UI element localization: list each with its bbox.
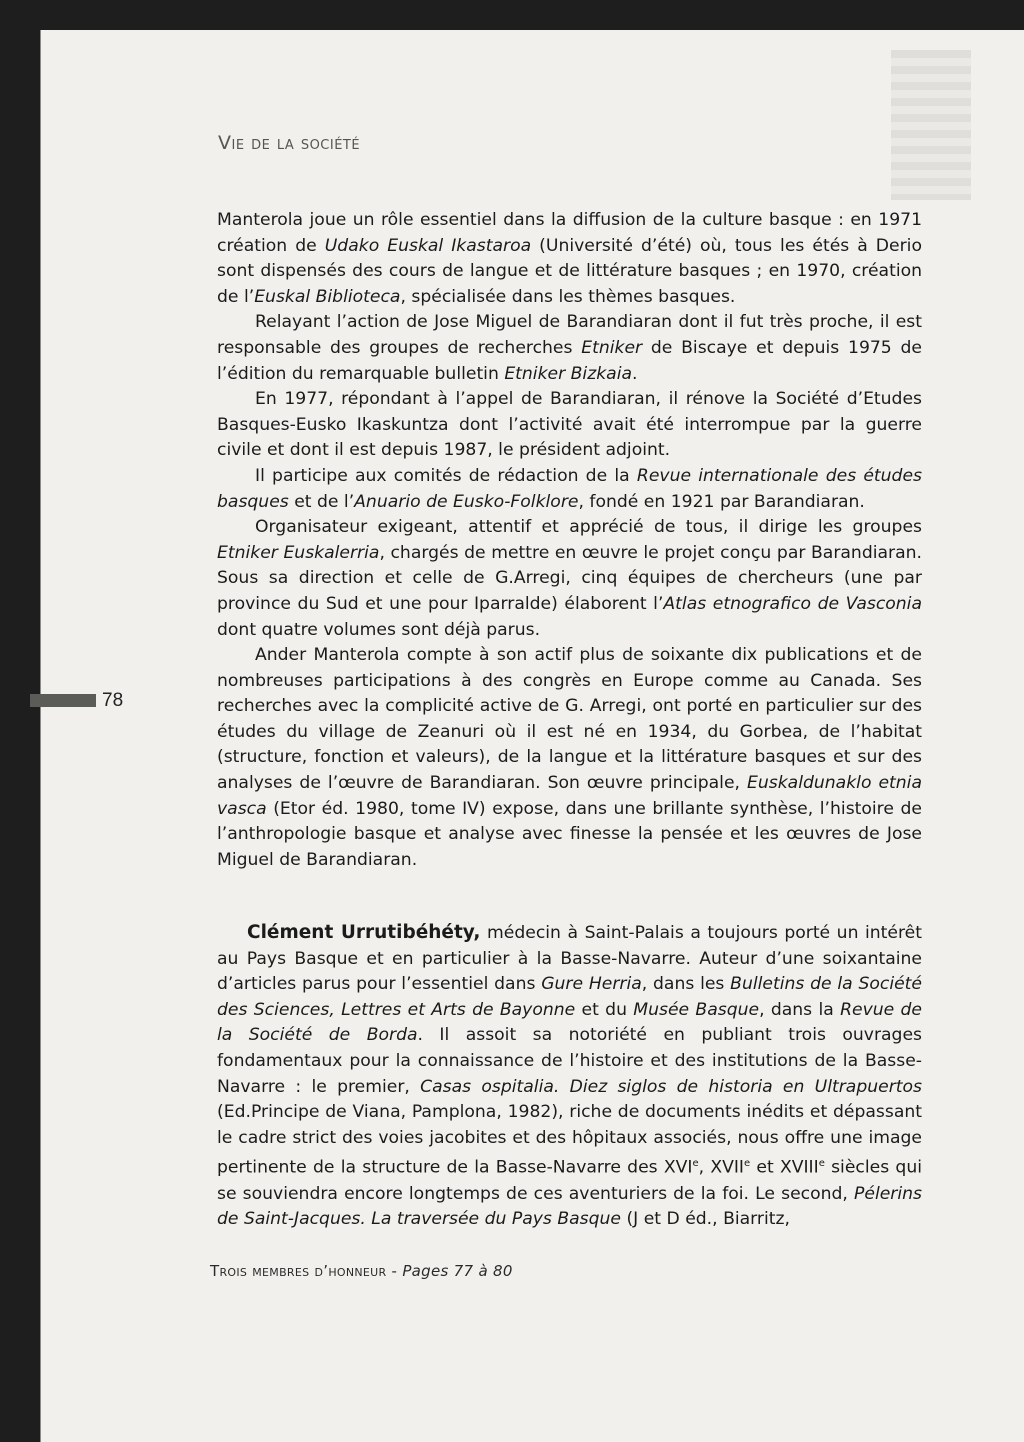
- text-run: , dans les: [641, 974, 731, 995]
- urrutibehety-section: [217, 920, 922, 1233]
- text-run: et XVIII: [750, 1158, 819, 1179]
- manterola-section: [217, 208, 922, 873]
- text-run: (Etor éd. 1980, tome IV) expose, dans une brillante synthèse, l’histoire de l’anthropologie basque et analyse avec finesse la pensée et les œuvres de Jose Miguel de Barandiaran.: [217, 798, 922, 870]
- text-run: Relayant l’action de Jose Miguel de Barandiaran dont il fut très proche, il est responsable des groupes de recherches: [217, 312, 922, 358]
- italic-title: Euskal Biblioteca: [254, 286, 401, 307]
- body-paragraph: [217, 464, 922, 515]
- text-run: Organisateur exigeant, attentif et apprécié de tous, il dirige les groupes: [255, 517, 922, 538]
- italic-title: Etniker Bizkaia: [504, 363, 633, 384]
- italic-title: Udako Euskal Ikastaroa: [324, 235, 532, 256]
- page-number: 78: [102, 690, 124, 711]
- text-run: siècles qui se souviendra encore longtemps de ces aventuriers de la foi. Le second,: [217, 1158, 922, 1204]
- body-paragraph: [217, 515, 922, 643]
- text-run: Il participe aux comités de rédaction de la: [255, 465, 637, 486]
- bleed-through-ornament: [891, 50, 971, 200]
- page-footer: [210, 1262, 513, 1280]
- text-run: , chargés de mettre en œuvre le projet conçu par Barandiaran. Sous sa direction et celle de G.Arregi, cinq équipes de chercheurs (une par province du Sud et une pour Iparralde) élaborent l’: [217, 542, 922, 614]
- text-run: dont quatre volumes sont déjà parus.: [217, 619, 541, 640]
- text-run: et de l’: [288, 491, 355, 512]
- italic-title: Revue internationale des études basques: [217, 465, 922, 512]
- italic-title: Etniker Euskalerria: [217, 542, 380, 563]
- running-head: Vie de la société: [218, 132, 361, 154]
- footer-page-range: Pages 77 à 80: [402, 1262, 513, 1280]
- italic-title: Euskaldunaklo etnia vasca: [217, 773, 922, 819]
- italic-title: Bulletins de la Société des Sciences, Lettres et Arts de Bayonne: [217, 974, 922, 1020]
- footer-separator: -: [386, 1262, 403, 1280]
- body-paragraph: [217, 208, 922, 310]
- text-run: Ander Manterola compte à son actif plus de soixante dix publications et de nombreuses participations à des congrès en Europe comme au Canada. Ses recherches avec la complicité active de G. Arregi, ont porté en particulier sur des études du village de Zeanuri où il est né en 1934, du Gorbea, de l’habitat (structure, fonction et valeurs), de la langue et la littérature basques et sur des analyses de l’œuvre de Barandiaran. Son œuvre principale,: [217, 645, 922, 794]
- margin-tab-marker: [30, 694, 96, 707]
- text-run: , XVII: [698, 1158, 744, 1179]
- text-run: En 1977, répondant à l’appel de Barandiaran, il rénove la Société d’Etudes Basques-Eusko Ikaskuntza dont l’activité avait été interrompue par la guerre civile et dont il est depuis 1987, le président adjoint.: [217, 389, 922, 461]
- text-run: (Université d’été) où, tous les étés à Derio sont dispensés des cours de langue et de littérature basques ; en 1970, création de l’: [217, 235, 922, 307]
- text-run: de Biscaye et depuis 1975 de l’édition du remarquable bulletin: [217, 337, 922, 384]
- body-paragraph: [217, 387, 922, 464]
- italic-title: Atlas etnografico de Vasconia: [663, 593, 922, 614]
- text-run: . Il assoit sa notoriété en publiant trois ouvrages fondamentaux pour la connaissance de l’histoire et des institutions de la Basse-Navarre : le premier,: [217, 1025, 922, 1097]
- text-run: médecin à Saint-Palais a toujours porté un intérêt au Pays Basque et en particulier à la Basse-Navarre. Auteur d’une soixantaine d’articles parus pour l’essentiel dans: [217, 923, 922, 995]
- italic-title: Casas ospitalia. Diez siglos de historia en Ultrapuertos: [420, 1076, 922, 1097]
- text-run: , fondé en 1921 par Barandiaran.: [578, 491, 865, 512]
- body-paragraph: [217, 310, 922, 387]
- text-run: (Ed.Principe de Viana, Pamplona, 1982), riche de documents inédits et dépassant le cadre strict des voies jacobites et des hôpitaux associés, nous offre une image pertinente de la structure de la Basse-Navarre des XVI: [217, 1102, 922, 1179]
- superscript: e: [692, 1158, 699, 1170]
- person-name: Clément Urrutibéhéty,: [247, 922, 481, 943]
- superscript: e: [744, 1158, 751, 1170]
- text-run: (J et D éd., Biarritz,: [621, 1209, 790, 1230]
- body-paragraph: [217, 920, 922, 1233]
- italic-title: Gure Herria: [541, 974, 642, 995]
- text-run: et du: [575, 999, 634, 1020]
- italic-title: Musée Basque: [633, 999, 760, 1020]
- italic-title: Revue de la Société de Borda: [217, 999, 923, 1046]
- body-paragraph: [217, 643, 922, 873]
- text-run: .: [632, 363, 638, 384]
- footer-title: Trois membres d’honneur: [210, 1262, 387, 1280]
- text-run: Manterola joue un rôle essentiel dans la diffusion de la culture basque : en 1971 création de: [217, 210, 922, 256]
- text-run: , dans la: [759, 999, 841, 1020]
- superscript: e: [818, 1158, 825, 1170]
- italic-title: Anuario de Eusko-Folklore: [354, 491, 579, 512]
- italic-title: Pélerins de Saint-Jacques. La traversée du Pays Basque: [217, 1183, 922, 1230]
- text-run: , spécialisée dans les thèmes basques.: [400, 286, 736, 307]
- italic-title: Etniker: [581, 337, 643, 358]
